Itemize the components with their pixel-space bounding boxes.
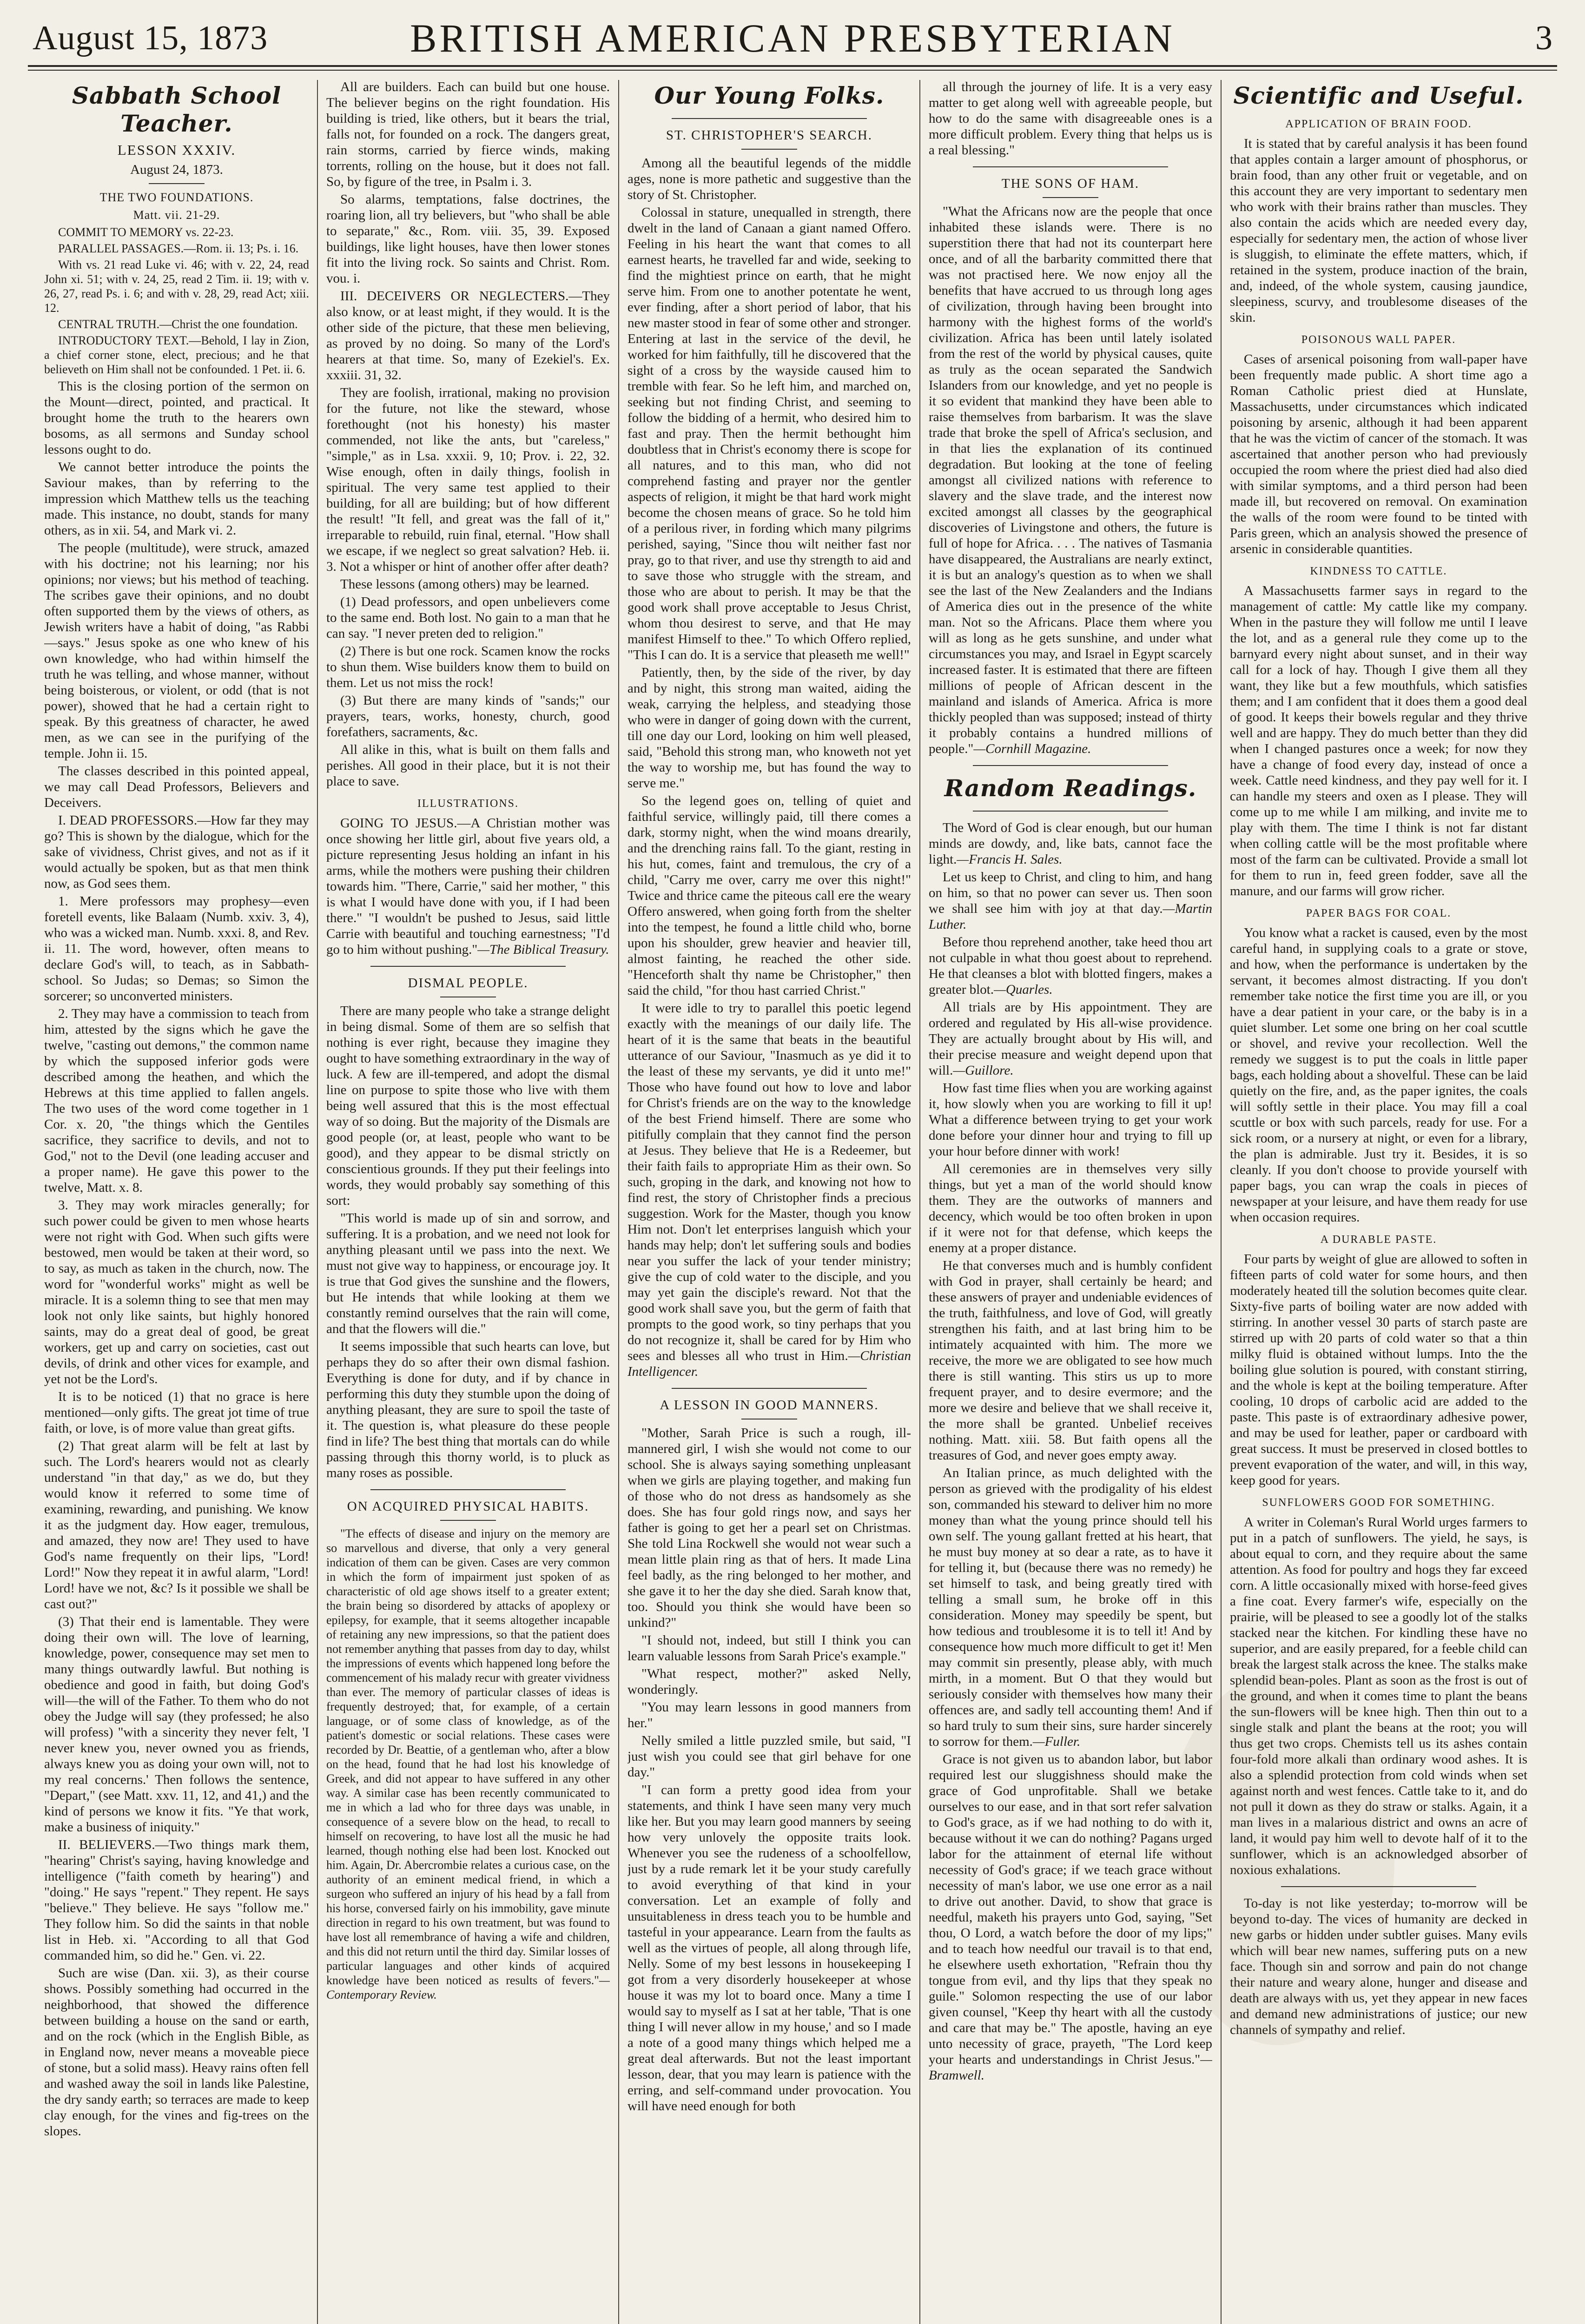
subheading: SUNFLOWERS GOOD FOR SOMETHING. bbox=[1262, 1497, 1495, 1509]
lesson-date: August 24, 1873. bbox=[130, 162, 223, 177]
column-2 bbox=[326, 79, 610, 2324]
source-credit: —Quarles. bbox=[994, 982, 1053, 997]
section-heading: Our Young Folks. bbox=[654, 82, 885, 109]
subheading: KINDNESS TO CATTLE. bbox=[1310, 565, 1447, 577]
paragraph: Patiently, then, by the side of the river, by day and by night, this strong man waited, aiding the weak, carrying the helpless, and steadying those who were in danger of going down with the current, till one day our Lord, looking on him well pleased, said, "Behold this strong man, who knoweth not yet the way to worship me, but has found the way to serve me." bbox=[627, 665, 911, 791]
paragraph: To-day is not like yesterday; to-morrow will be beyond to-day. The vices of humanity are decked in new garbs or hidden under subtler guises. Many evils which will bear new names, suffering puts on a new face. Though sin and sorrow and pain do not change their nature and weary alone, hunger and disease and death are always with us, yet they appear in new faces and demand new administrations of justice; our new channels of sympathy and relief. bbox=[1230, 1896, 1527, 2037]
paragraph: PARALLEL PASSAGES.—Rom. ii. 13; Ps. i. 16. bbox=[58, 242, 299, 255]
article-title: ON ACQUIRED PHYSICAL HABITS. bbox=[347, 1499, 589, 1514]
divider bbox=[370, 966, 566, 967]
article-title: DISMAL PEOPLE. bbox=[408, 976, 528, 990]
column-4 bbox=[929, 79, 1212, 2324]
paragraph-text: GOING TO JESUS.—A Christian mother was once showing her little girl, about five years old, a picture representing Jesus holding an infant in his arms, while the mothers were pushing their children towards him. "There, Carrie," said her mother, " this is what I would have done with you, if I had been there." "I wouldn't be pushed to Jesus, said little Carrie with beautiful and touching earnestness; "I'd go to him without pushing." bbox=[326, 816, 610, 957]
paragraph bbox=[929, 820, 1212, 867]
paragraph: II. BELIEVERS.—Two things mark them, "hearing" Christ's saying, having knowledge and intelligence ("faith cometh by hearing") and "doing." He says "repent." They repent. He says "believe." They believe. He says "follow me." They follow him. So did the saints in that noble list in Heb. xi. "According to all that God commanded him, so did he." Gen. vi. 22. bbox=[44, 1837, 309, 1963]
source-credit: —The Biblical Treasury. bbox=[477, 942, 609, 957]
paragraph: all through the journey of life. It is a very easy matter to get along well with agreeable people, but how to do the same with disagreeable ones is a more difficult problem. Every thing that helps us is a real blessing." bbox=[929, 79, 1212, 158]
paragraph: "I should not, indeed, but still I think you can learn valuable lessons from Sarah Price's example." bbox=[627, 1633, 911, 1664]
section-heading: Sabbath School Teacher. bbox=[72, 82, 282, 137]
paragraph: Among all the beautiful legends of the middle ages, none is more pathetic and suggestive than the story of St. Christopher. bbox=[627, 156, 911, 202]
paragraph: 3. They may work miracles generally; for such power could be given to men whose hearts were not right with God. When such gifts were bestowed, men would be taken at their word, so to say, as much as taken in the church, now. The word for "wonderful works" might as well be miracle. It is a solemn thing to see that men may look not only like saints, but highly honored saints, may do a great deal of good, be great workers, get up and carry on societies, cast out devils, of drink and other vices for example, and yet not be the Lord's. bbox=[44, 1198, 309, 1386]
paragraph: (3) That their end is lamentable. They were doing their own will. The love of learning, knowledge, power, consequence may set men to many things outwardly lawful. But nothing is obedience and good in faith, but doing God's will—the will of the Father. To them who do not obey the Judge will say (they professed; he also will profess) "with a sincerity they never felt, 'I never knew you, never owned you as friends, always knew you as doing your own will, not to my real concerns.' Then follows the sentence, "Depart," (see Matt. xxv. 11, 12, and 41,) and the kind of persons we know it fits. "Ye that work, make a business of iniquity." bbox=[44, 1614, 309, 1835]
paragraph: It is to be noticed (1) that no grace is here mentioned—only gifts. The great jot time of true faith, or love, is of more value than great gifts. bbox=[44, 1389, 309, 1436]
divider bbox=[973, 765, 1168, 766]
paragraph: You know what a racket is caused, even by the most careful hand, in supplying coals to a grate or stove, and how, when the performance is undertaken by the servant, it becomes almost distracting. If you don't remember take notice the first time you are ill, or you have a dear patient in your care, or the baby is in a quiet slumber. Let some one bring on her coal scuttle or shovel, and revive your recollection. Well the remedy we suggest is to put the coals in little paper bags, each holding about a shovelful. These can be laid quietly on the fire, and, as the paper ignites, the coals will softly settle in their place. You may fill a coal scuttle or box with such parcels, ready for use. For a sick room, or a nursery at night, or even for a library, the plan is admirable. Just try it. Besides, it is so cleanly. If you don't choose to provide yourself with paper bags, you can wrap the coals in pieces of newspaper at your leisure, and have them ready for use when occasion requires. bbox=[1230, 925, 1527, 1225]
paragraph: Such are wise (Dan. xii. 3), as their course shows. Possibly something had occurred in the neighborhood, that showed the difference between building a house on the sand or earth, and on the rock (which in the English Bible, as in England now, never means a moveable piece of stone, but a solid mass). Heavy rains often fell and washed away the soil in lands like Palestine, the dry sandy earth; so terraces are made to keep clay enough, for the vines and fig-trees on the slopes. bbox=[44, 1966, 309, 2139]
divider bbox=[440, 1520, 496, 1521]
paragraph: With vs. 21 read Luke vi. 46; with v. 22, 24, read John xi. 51; with v. 24, 25, read 2 Tim. ii. 19; with v. 26, 27, read Ps. i. 6; and with v. 28, 29, read Act; xiii. 12. bbox=[44, 258, 309, 315]
paragraph bbox=[929, 1465, 1212, 1750]
paragraph: 2. They may have a commission to teach from him, attested by the signs which he gave the twelve, "casting out demons," the common name by which the supposed inferior gods were described among the heathen, and which the Hebrews at this time applied to fallen angels. The two uses of the word come together in 1 Cor. x. 20, "the things which the Gentiles sacrifice, they sacrifice to devils, and not to God," not to the Devil (one leading accuser and a proper name). He gave this power to the twelve, Matt. x. 8. bbox=[44, 1006, 309, 1195]
divider bbox=[672, 118, 867, 119]
paragraph: There are many people who take a strange delight in being dismal. Some of them are so selfish that nothing is ever right, because they imagine they ought to have something extraordinary in the way of luck. A few are ill-tempered, and adopt the dismal line on purpose to spite those who live with them being well assured that this is the most effectual way of so doing. But the majority of the Dismals are good people (or, at least, people who want to be good), and they appear to be dismal strictly on conscientious grounds. If they put their feelings into words, they would probably say something of this sort: bbox=[326, 1004, 610, 1208]
column-divider bbox=[317, 80, 318, 2324]
source-credit: —Martin Luther. bbox=[929, 901, 1212, 932]
paragraph: It seems impossible that such hearts can love, but perhaps they do so after their own dismal fashion. Everything is done for duty, and if by chance in performing this duty they stumble upon the doing of anything pleasant, they are sure to spoil the taste of it. The question is, what pleasure do these people find in life? The best thing that mortals can do while passing through this thorny world, is to pluck as many roses as possible. bbox=[326, 1339, 610, 1480]
paragraph: Colossal in stature, unequalled in strength, there dwelt in the land of Canaan a giant named Offero. Feeling in his heart the want that comes to all earnest hearts, he travelled far and wide, seeking to find the mightiest prince on earth, that he might serve him. From one to another potentate he went, ever finding, after a short period of labor, that his new master stood in fear of some other and stronger. Entering at last in the service of the devil, he worked for him faithfully, till he discovered that the sight of a cross by the wayside caused him to tremble with fear. So he left him, and marched on, seeking but not finding Christ, and seeming to follow the bidding of a hermit, who desired him to fast and pray. Then the hermit bethought him doubtless that in Christ's economy there is scope for all natures, and to this man, who did not comprehend fasting and prayer nor the gentler aspects of religion, it might be that hard work might become the chosen means of grace. So he told him of a perilous river, in fording which many pilgrims perished, saying, "Since thou wilt neither fast nor pray, go to that river, and use thy strength to aid and to save those who struggle with the stream, and those who are about to perish. It may be that the good work shall prove acceptable to Jesus Christ, whom thou desirest to serve, and that He may manifest Himself to thee." To which Offero replied, "This I can do. It is a service that pleaseth me well!" bbox=[627, 205, 911, 662]
article-title: THE SONS OF HAM. bbox=[1001, 176, 1140, 191]
paragraph: It is stated that by careful analysis it has been found that apples contain a larger amount of phosphorus, or brain food, than any other fruit or vegetable, and on this account they are very important to sedentary men who work with their brains rather than muscles. They also contain the acids which are needed every day, especially for sedentary men, the action of whose liver is sluggish, to eliminate the effete matters, which, if retained in the system, produce inaction of the brain, and, indeed, of the whole system, causing jaundice, sleepiness, scurvy, and troublesome diseases of the skin. bbox=[1230, 136, 1527, 325]
paragraph: The people (multitude), were struck, amazed with his doctrine; not his learning; nor his opinions; nor views; but his method of teaching. The scribes gave their opinions, and no doubt often supported them by the views of others, as Jewish writers have a habit of doing, "as Rabbi—says." Jesus spoke as one who knew of his own knowledge, who had within himself the truth he was telling, and whose manner, without being boisterous, or violent, or odd (that is not power), showed that he had a certain right to speak. By this greatness of character, he awed men, as we can see in the purifying of the temple. John ii. 15. bbox=[44, 541, 309, 761]
paragraph: A writer in Coleman's Rural World urges farmers to put in a patch of sunflowers. The yield, he says, is about equal to corn, and they require about the same attention. As food for poultry and hogs they far exceed corn. A little occasionally mixed with horse-feed gives a fine coat. Every farmer's wife, especially on the prairie, will be pleased to see a goodly lot of the stalks stacked near the kitchen. For kindling these have no superior, and are easily prepared, for a feeble child can break the largest stalk across the knee. The stalks make splendid bean-poles. Plant as soon as the frost is out of the ground, and when it comes time to plant the beans the sun-flowers will be knee high. Then thin out to a single stalk and plant the beans at the root; you will thus get two crops. Chemists tell us its ashes contain four-fold more alkali than ordinary wood ashes. It is also a splendid protection from cold winds when set against north and west fences. Cattle take to it, and do not pull it down as they do straw or stalks. Again, it a man lives in a malarious district and owns an acre of land, it would pay him well to devote half of it to the sunflower, which is an acknowledged absorber of noxious exhalations. bbox=[1230, 1515, 1527, 1877]
column-divider bbox=[618, 80, 619, 2324]
paragraph: COMMIT TO MEMORY vs. 22-23. bbox=[58, 225, 234, 239]
subheading: POISONOUS WALL PAPER. bbox=[1301, 334, 1456, 346]
paragraph: "What respect, mother?" asked Nelly, wonderingly. bbox=[627, 1666, 911, 1697]
paragraph: "You may learn lessons in good manners from her." bbox=[627, 1700, 911, 1730]
divider bbox=[741, 149, 797, 150]
paragraph bbox=[627, 1000, 911, 1380]
lesson-number: LESSON XXXIV. bbox=[117, 142, 236, 158]
issue-date: August 15, 1873 bbox=[33, 19, 268, 57]
paragraph: These lessons (among others) may be learned. bbox=[340, 577, 589, 592]
paragraph: (1) Dead professors, and open unbelievers come to the same end. Both lost. No gain to a man that he can say. "I never preten ded to religion." bbox=[326, 594, 610, 641]
paragraph-text: It were idle to try to parallel this poetic legend exactly with the meanings of our daily life. The heart of it is the same that beats in the beautiful utterance of our Saviour, "Inasmuch as ye did it to the least of these my servants, ye did it unto me!" Those who have found out how to love and labor for Christ's friends are on the way to the knowledge of the best Friend himself. There are some who pitifully complain that they cannot find the person at Jesus. They believe that He is a Redeemer, but their faith fails to appropriate Him as their own. So such, groping in the dark, and knowing not how to find rest, the story of Christopher finds a precious suggestion. Work for the Master, though you know Him not. Don't let enterprises languish which your hands may help; don't let suffering souls and bodies near you suffer the lack of your tender ministry; give the cup of cold water to the disciple, and you may yet gain the disciple's reward. Not that the good work shall save you, but the germ of faith that prompts to the good work, so tiny perhaps that you do not recognize it, shall be cared for by Him who sees and blesses all who trust in Him. bbox=[627, 1001, 911, 1363]
paragraph: He that converses much and is humbly confident with God in prayer, shall certainly be heard; and these answers of prayer and undeniable evidences of the truth, faithfulness, and love of God, will greatly strengthen his faith, and at last bring him to be intimately acquainted with him. The more we receive, the more we are obligated to see how much there is still wanting. This stirs us up to more frequent prayer, and to desire evermore; and the more we desire and believe that we shall receive it, the more shall be granted. Unbelief receives nothing. Matt. xiii. 58. But faith opens all the treasures of God, and never goes empty away. bbox=[929, 1258, 1212, 1463]
paragraph-text: All trials are by His appointment. They are ordered and regulated by His all-wise providence. They are actually brought about by His will, and their precise measure and weight depend upon that will. bbox=[929, 1000, 1212, 1078]
paragraph: (2) There is but one rock. Scamen know the rocks to shun them. Wise builders know them to build on them. Let us not miss the rock! bbox=[326, 644, 610, 690]
paragraph: Nelly smiled a little puzzled smile, but said, "I just wish you could see that girl behave for one day." bbox=[627, 1733, 911, 1780]
paragraph: CENTRAL TRUTH.—Christ the one foundation. bbox=[58, 317, 298, 331]
source-credit: —Christian Intelligencer. bbox=[627, 1348, 911, 1379]
paragraph bbox=[929, 869, 1212, 932]
divider bbox=[149, 183, 205, 184]
paragraph-text: "What the Africans now are the people that once inhabited these islands were. There is no superstition there that had not its counterpart here once, and of all the barbarity committed there that was not practised here. We now enjoy all the benefits that have accrued to us through long ages of civilization, through having been brought into harmony with the highest forms of the world's civilization. Africa has been until lately isolated from the rest of the world by physical causes, quite as truly as the ocean separated the Sandwich Islanders from our knowledge, and yet no people is it so evident that mankind they have been able to raise themselves from barbarism. It was the slave trade that broke the spell of Africa's seclusion, and in that lies the explanation of its continued degradation. But looking at the tone of feeling amongst all civilized nations with reference to slavery and the slave trade, and the interest now excited amongst all classes by the geographical discoveries of Livingstone and others, the future is full of hope for Africa. . . . The natives of Tasmania have disappeared, the Australians are nearly extinct, it is but an analogy's question as to when we shall see the last of the New Zealanders and the Indians of America dies out in the presence of the white man. Not so the Africans. Place them where you will as long as he gets sunshine, and under what circumstances you may, and Israel in Egypt scarcely increased faster. It is estimated that there are fifteen millions of people of African descent in the mainland and islands of America. Africa is more thickly peopled than was supposed; instead of thirty it probably contains a hundred millions of people." bbox=[929, 204, 1212, 756]
source-credit: —Contemporary Review. bbox=[326, 1974, 610, 2001]
paragraph: The classes described in this pointed appeal, we may call Dead Professors, Believers and Deceivers. bbox=[44, 764, 309, 810]
subheading: APPLICATION OF BRAIN FOOD. bbox=[1285, 118, 1472, 130]
paragraph: INTRODUCTORY TEXT.—Behold, I lay in Zion, a chief corner stone, elect, precious; and he that believeth on Him shall not be confounded. 1 Pet. ii. 6. bbox=[44, 334, 309, 376]
paragraph-text: Grace is not given us to abandon labor, but labor required lest our sluggishness should make the grace of God unprofitable. Shall we betake ourselves to our ease, and in that sort refer salvation to God's grace, as if we had nothing to do with it, because without it we can do nothing? Pagans urged labor for the attainment of eternal life without necessity of God's grace; if we teach grace without necessity of man's labor, we use one error as a nail to drive out another. David, to show that grace is needful, maketh his prayers unto God, saying, "Set thou, O Lord, a watch before the door of my lips;" and to teach how needful our travail is to that end, he elsewhere useth exhortation, "Refrain thou thy tongue from evil, and thy lips that they speak no guile." Solomon respecting the use of our labor given counsel, "Keep thy heart with all the custody and care that may be." The apostle, having an eye unto necessity of grace, prayeth, "The Lord keep your hearts and understandings in Christ Jesus." bbox=[929, 1752, 1212, 2067]
paragraph: I. DEAD PROFESSORS.—How far they may go? This is shown by the dialogue, which for the sake of vividness, Christ gives, and not as if it would actually be spoken, but as that men think now, as God sees them. bbox=[44, 813, 309, 891]
paragraph: 1. Mere professors may prophesy—even foretell events, like Balaam (Numb. xxiv. 3, 4), who was a wicked man. Numb. xxxi. 8, and Rev. ii. 11. The word, however, often means to declare God's will, to teach, as in Sabbath-school. So Judas; so Demas; so Simon the sorcerer; so unconverted ministers. bbox=[44, 894, 309, 1004]
section-heading: Scientific and Useful. bbox=[1233, 82, 1524, 109]
paragraph: How fast time flies when you are working against it, how slowly when you are working to fill it up! What a difference between trying to get your work done before your dinner hour and trying to fill up your hour before dinner with work! bbox=[929, 1081, 1212, 1159]
divider bbox=[1043, 197, 1098, 198]
paragraph: We cannot better introduce the points the Saviour makes, than by referring to the impression which Matthew tells us the teaching made. This instance, no doubt, stands for many others, as in xii. 54, and Mark vi. 2. bbox=[44, 460, 309, 538]
paragraph: Cases of arsenical poisoning from wall-paper have been frequently made public. A short time ago a Roman Catholic priest died at Hunslate, Massachusetts, under circumstances which indicated poisoning by arsenic, although it had been apparent that he was the victim of cancer of the stomach. It was ascertained that another person who had previously occupied the room where the priest died had also died with similar symptoms, and a third person had been made ill, but recovered on removal. On examination the walls of the room were found to be tinted with Paris green, which an analysis showed the presence of arsenic in considerable quantities. bbox=[1230, 352, 1527, 556]
paragraph bbox=[929, 204, 1212, 757]
paragraph: (3) But there are many kinds of "sands;" our prayers, tears, works, honesty, church, good forefathers, sacraments, &c. bbox=[326, 693, 610, 739]
masthead-rule-thin bbox=[28, 70, 1557, 71]
paragraph: So the legend goes on, telling of quiet and faithful service, willingly paid, till there comes a dark, stormy night, when the wind moans drearily, and the drenching rains fall. To the giant, resting in his hut, comes, faint and tremulous, the cry of a child, "Carry me over, carry me over this night!" Twice and thrice came the piteous call ere the weary Offero answered, when going forth from the shelter into the tempest, he found a little child who, borne upon his shoulder, grew heavier and heavier till, almost fainting, he reached the other side. "Henceforth shalt thy name be Christopher," then said the child, "for thou hast carried Christ." bbox=[627, 793, 911, 998]
paragraph: "I can form a pretty good idea from your statements, and think I have seen many very much like her. But you may learn good manners by seeing how very unlovely the opposite traits look. Whenever you see the rudeness of a schoolfellow, just by a rude remark let it be your study carefully to avoid everything of that kind in your conversation. Let an example of folly and unsuitableness in dress teach you to be humble and tasteful in your appearance. Learn from the faults as well as the virtues of people, all along through life, Nelly. Some of my best lessons in housekeeping I got from a very disorderly housekeeper at whose house it was my lot to board once. Many a time I would say to myself as I sat at her table, 'That is one thing I will never allow in my house,' and so I made a note of a good many things which helped me a great deal afterwards. But not the least important lesson, dear, that you may learn is patience with the erring, and self-command under provocation. You will have need enough for both bbox=[627, 1783, 911, 2113]
paragraph: III. DECEIVERS OR NEGLECTERS.—They also know, or at least might, if they would. It is the other side of the picture, that these men believing, as proved by no doing. So many of the Lord's hearers at that time. So, many of Ezekiel's. Ex. xxxiii. 31, 32. bbox=[326, 289, 610, 383]
subheading: ILLUSTRATIONS. bbox=[417, 798, 519, 810]
paragraph bbox=[929, 999, 1212, 1078]
paragraph: "Mother, Sarah Price is such a rough, ill-mannered girl, I wish she would not come to our school. She is always saying something unpleasant when we girls are playing together, and making fun of those who do not dress as handsomely as she does. She has four gold rings now, and says her father is going to get her a pearl set on Christmas. She told Lina Rockwell she would not wear such a mean little plain ring as that of hers. It made Lina feel badly, as the ring belonged to her mother, and she gave it to her the day she died. Sarah know that, too. Should you think she would have been so unkind?" bbox=[627, 1426, 911, 1630]
paragraph: So alarms, temptations, false doctrines, the roaring lion, all try believers, but "who shall be able to separate," &c., Rom. viii. 35, 39. Exposed buildings, like light houses, have then lower stones fit into the living rock. So saints and Christ. Rom. vou. i. bbox=[326, 192, 610, 286]
subheading: A DURABLE PASTE. bbox=[1320, 1234, 1437, 1246]
lesson-topic: THE TWO FOUNDATIONS. bbox=[99, 191, 254, 204]
article-title: ST. CHRISTOPHER'S SEARCH. bbox=[666, 128, 873, 143]
paragraph: All alike in this, what is built on them falls and perishes. All good in their place, but it is not their place to save. bbox=[326, 742, 610, 789]
source-credit: —Francis H. Sales. bbox=[957, 852, 1063, 867]
masthead-rule bbox=[28, 65, 1557, 67]
paragraph: This is the closing portion of the sermon on the Mount—direct, pointed, and practical. It brought home the truth to the hearers own bosoms, as all sermons and Sunday school lessons ought to do. bbox=[44, 379, 309, 457]
subheading: PAPER BAGS FOR COAL. bbox=[1306, 907, 1452, 919]
source-credit: —Guillore. bbox=[953, 1063, 1014, 1078]
source-credit: —Cornhill Magazine. bbox=[973, 741, 1091, 756]
paragraph bbox=[326, 1526, 610, 2002]
source-credit: —Bramwell. bbox=[929, 2052, 1212, 2083]
divider bbox=[370, 1489, 566, 1490]
paragraph: They are foolish, irrational, making no provision for the future, not like the steward, whose forethought (not his honesty) his master commended, not like the ants, but "careless," "simple," as in Lsa. xxxii. 9, 10; Prov. i. 22, 32. Wise enough, often in daily things, foolish in spiritual. The very same test applied to their building, for all are building; but of how different the result! "It fell, and great was the fall of it," irreparable to rebuild, ruin final, eternal. "How shall we escape, if we neglect so great salvation? Heb. ii. 3. Not a whisper or hint of another offer after death? bbox=[326, 385, 610, 574]
paragraph: A Massachusetts farmer says in regard to the management of cattle: My cattle like my company. When in the pasture they will follow me until I leave the lot, and as a general rule they come up to the barnyard every night about sunset, and in their way call for a lock of hay. Though I give them all they want, they like but a few mouthfuls, which satisfies them; and I am confident that it does them a good deal of good. It keeps their bowels regular and they thrive well and are happy. They do much better than they did when I changed pastures once a week; for now they have a change of food every day, instead of once a week. Cattle need kindness, and they pay well for it. I can handle my steers and oxen as I please. They will come up to me while I am milking, and invite me to play with them. The time I think is not far distant when colling cattle will be the most profitable where most of the farm can be cultivated. Provide a small lot for them to run in, feed green fodder, save all the manure, and our farms will grow richer. bbox=[1230, 583, 1527, 898]
source-credit: —Fuller. bbox=[1032, 1734, 1081, 1749]
divider bbox=[672, 1388, 867, 1389]
divider bbox=[973, 166, 1168, 167]
paragraph bbox=[929, 934, 1212, 997]
paragraph-text: The Word of God is clear enough, but our human minds are dowdy, and, like bats, cannot face the light. bbox=[929, 820, 1212, 867]
masthead bbox=[28, 9, 1557, 79]
paper-stain bbox=[1162, 1673, 1394, 2045]
paragraph-text: Before thou reprehend another, take heed thou art not culpable in what thou goest about to reprehend. He that cleanses a blot with blotted fingers, makes a greater blot. bbox=[929, 935, 1212, 997]
paragraph: All are builders. Each can build but one house. The believer begins on the right foundation. His building is tried, like others, but it bears the trial, falls not, for founded on a rock. The dangers great, rain storms, carried by fierce winds, making torrents, rolling on the house, but it does not fall. So, by figure of the tree, in Psalm i. 3. bbox=[326, 79, 610, 189]
paragraph: All ceremonies are in themselves very silly things, but yet a man of the world should know them. They are the outworks of manners and decency, which would be too often broken in upon if it were not for that defense, which keeps the enemy at a proper distance. bbox=[929, 1162, 1212, 1255]
section-heading: Random Readings. bbox=[944, 774, 1197, 802]
article-title: A LESSON IN GOOD MANNERS. bbox=[660, 1398, 879, 1413]
column-1 bbox=[44, 79, 309, 2324]
lesson-reference: Matt. vii. 21-29. bbox=[133, 208, 220, 222]
paragraph-text: "The effects of disease and injury on the memory are so marvellous and diverse, that only a very general indication of them can be given. Cases are very common in which the form of impairment just spoken of as characteristic of old age shows itself to a greater extent; the brain being so disordered by attacks of apoplexy or epilepsy, for example, that it seems altogether incapable of retaining any new impressions, so that the patient does not remember anything that passes from day to day, whilst the impressions of events which happened long before the commencement of his malady recur with greater vividness than ever. The memory of particular classes of ideas is frequently destroyed; that, for example, of a certain language, or of some class of knowledge, as of the patient's domestic or social relations. These cases were recorded by Dr. Beattie, of a gentleman who, after a blow on the head, found that he had lost his knowledge of Greek, and did not appear to have suffered in any other way. A similar case has been recently communicated to me in which a lad who for three days was unable, in consequence of a severe blow on the head, to recall to himself on recovering, to have lost all the music he had learned, though nothing else had been lost. Knocked out him. Again, Dr. Abercrombie relates a curious case, on the authority of an eminent medical friend, in which a surgeon who suffered an injury of his head by a fall from his horse, conversed fairly on his immobility, gave minute direction in regard to his own treatment, but was found to have lost all remembrance of having a wife and children, and this did not return until the third day. Similar losses of particular languages and other kinds of acquired knowledge have been noticed as results of fevers." bbox=[326, 1527, 610, 1987]
paragraph bbox=[326, 815, 610, 957]
paragraph: "This world is made up of sin and sorrow, and suffering. It is a probation, and we need not look for anything pleasant until we pass into the next. We must not give way to happiness, or encourage joy. It is true that God gives the sunshine and the flowers, but He intends that while looking at them we constantly remind ourselves that the rain will come, and that the flowers will die." bbox=[326, 1211, 610, 1336]
page-number: 3 bbox=[1535, 19, 1552, 57]
paragraph: Four parts by weight of glue are allowed to soften in fifteen parts of cold water for some hours, and then moderately heated till the solution becomes quite clear. Sixty-five parts of boiling water are now added with stirring. In another vessel 30 parts of starch paste are stirred up with 20 parts of cold water so that a thin milky fluid is obtained without lumps. Into the the boiling glue solution is poured, with constant stirring, and the whole is kept at the boiling temperature. After cooling, 10 drops of carbolic acid are added to the paste. This paste is of extraordinary adhesive power, and may be used for leather, paper or cardboard with great success. It must be preserved in closed bottles to prevent evaporation of the water, and will, in this way, keep good for years. bbox=[1230, 1252, 1527, 1488]
newspaper-title: BRITISH AMERICAN PRESBYTERIAN bbox=[410, 16, 1175, 60]
column-3 bbox=[627, 79, 911, 2324]
divider bbox=[973, 811, 1168, 812]
column-divider bbox=[919, 80, 920, 2324]
paragraph: (2) That great alarm will be felt at last by such. The Lord's hearers would not as clearly understand "in that day," as we do, but they would know it referred to some time of examining, rewarding, and punishing. We know it as the judgment day. How eager, tremulous, and amazed, they now are! They used to have God's name frequently on their lips, "Lord! Lord!" Now they repeat it in awful alarm, "Lord! Lord! have we not, &c? Is it possible we shall be cast out?" bbox=[44, 1439, 309, 1611]
paragraph-text: Let us keep to Christ, and cling to him, and hang on him, so that no power can sever us. Then soon we shall see him with joy at that day. bbox=[929, 870, 1212, 916]
paragraph-text: An Italian prince, as much delighted with the person as grieved with the prodigality of his eldest son, commanded his steward to deliver him no more money than what the young prince should tell his own self. The young gallant fretted at his heart, that he must buy money at so dear a rate, as to have it for telling it, but (because there was no remedy) he set himself to task, and being greatly tired with telling a small sum, he broke off in this consideration. Money may speedily be spent, but how tedious and troublesome it is to tell it! And by consequence how much more difficult to get it! Men may commit sin presently, please ably, with much mirth, in a moment. But O that they would but seriously consider with themselves how many their offences are, and sadly tell accounting them! And if so hard truly to sum their sins, sure harder sincerely to sorrow for them. bbox=[929, 1466, 1212, 1749]
